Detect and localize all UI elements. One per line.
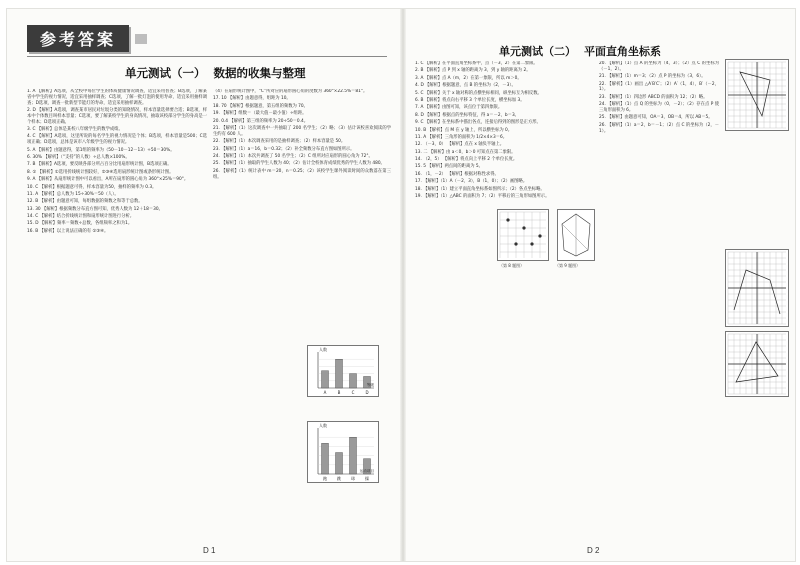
page-number-left: D 1 [203,546,216,555]
answer-item: 11. A 【解析】三角形的面积为 1/2×4×3＝6。 [415,134,508,140]
coord-b-svg [726,250,788,326]
answer-banner: 参考答案 [27,25,129,52]
answer-item: 17. 10 【解析】由题意得，组距为 10。 [213,96,291,102]
answer-item: 6. B 【解析】将点向右平移 3 个单位长度，横坐标加 3。 [415,97,525,103]
chart-bar [336,359,343,388]
answer-item: 25. 【解析】由题意可知，OA＝3，OB＝4，所以 AB＝5。 [599,115,713,121]
grid-point [538,234,541,237]
answer-item: 7. A 【解析】由图可知，该点位于第四象限。 [415,105,503,111]
answer-item: 9. A 【解析】从扇形统计图中可以看出，A所在扇形的圆心角为 360°×25%＝90°。 [27,177,189,183]
book-gutter [400,9,406,561]
unit1-label: 单元测试（一） [125,66,206,80]
answer-item: 26. 【解析】（1）统计表中 m＝20，n＝0.25；（2）该校学生课外阅读时间的众数落在第三组。 [213,168,391,180]
answer-item: 5. A 【解析】由题意得，第1组的频率为（50－10－12－13）÷50＝30%。 [27,147,175,153]
grid-a-svg [498,210,548,260]
answer-item: 26. 【解析】（1）a＝2，b＝－1；（2）点 C 的坐标为（2，－1）。 [599,122,719,134]
answer-item: 6. 30% 【解析】（“支持”的人数）÷总人数×100%。 [27,154,130,160]
answer-item: 19. 【解析】（1）△ABC 的面积为 7；（2）平移后的三角形如图所示。 [415,194,550,200]
answer-item: 12. （－3，0） 【解析】点在 x 轴负半轴上。 [415,142,505,148]
answer-item: 17. 【解析】（1）A（－2，3），B（1，0）；（2）画图略。 [415,179,528,185]
answer-item: 16. B 【解析】以上说法正确的有 ①③④。 [27,228,109,234]
answer-item: 22. 【解析】（1）本次调查采用的是抽样调查；（2）样本容量是 50。 [213,139,346,145]
header-rule [27,56,387,57]
unit1-subtitle: 数据的收集与整理 [213,66,306,80]
x-tick-label: A [323,390,327,395]
answer-item: 2. D 【解析】A选项，调查某市居民对垃圾分类的知晓情况，样本容量选择要合适；B选项，样本中个体数目叫样本容量；C选项，要了解某校学生的身高情况，抽取该校部分学生的身高是一个样本；D选项正确。 [27,107,207,125]
chart-bar [336,453,343,474]
answer-item: 20. 【解析】（1）点 A 的坐标为（4，3）；（2）点 C 的坐标为（－1，2）。 [599,61,719,72]
grid-figure-a [497,209,549,261]
answer-item: 13. 二 【解析】由 a＜0，b＞0 可知点在第二象限。 [415,149,516,155]
answer-item: 18. 70 【解析】根据题意，第五组的频数为 70。 [213,103,308,109]
right-col-2 [599,61,719,541]
x-tick-label: 跳 [337,476,341,481]
right-page [407,9,795,561]
answer-item: 24. 【解析】（1）点 Q 的坐标为（0，－2）；（2）存在点 P 使三角形面积为 6。 [599,102,719,113]
answer-item: 8. ① 【解析】①选用折线统计图较好，②③④选用扇形统计图或条形统计图。 [27,169,174,175]
unit2-subtitle: 平面直角坐标系 [584,45,661,58]
grid-point [522,226,525,229]
y-axis-title: 人数 [319,423,327,428]
answer-item: （4）在扇形统计图中，“C”所对应的扇形圆心角的度数为 360°×22.5%＝81°。 [213,89,368,94]
answer-spread [6,8,796,562]
x-tick-label: 球 [351,476,355,481]
answer-item: 14. C 【解析】结合折线统计图和扇形统计图进行分析。 [27,214,135,220]
grid-point [506,218,509,221]
answer-item: 3. A 【解析】点 A（m，2）在第一象限，所以 m＞0。 [415,75,522,81]
answer-item: 15. 5 【解析】两点间的距离为 5。 [415,164,483,170]
x-tick-label: 操 [365,476,369,481]
unit1-title [125,65,306,81]
answer-item: 23. 【解析】（1）四边形 ABCD 的面积为 12；（2）略。 [599,94,708,100]
answer-item: 2. B 【解析】点 P 到 x 轴的距离为 3，到 y 轴的距离为 2。 [415,68,531,74]
chart-bar [350,374,357,388]
x-tick-label: D [365,390,369,395]
answer-item: 13. 30 【解析】根据频数分布直方图可知，优秀人数为 12＋18＝30。 [27,206,163,212]
answer-item: 4. D 【解析】根据题意，点 B 的坐标为（2，－3）。 [415,83,516,89]
chart-bar [350,437,357,474]
grid-point [514,242,517,245]
answer-item: 24. 【解析】（1）本次共调查了 50 名学生；（2）C 组所对应扇形的圆心角为 72°。 [213,153,373,159]
chart-bar [322,371,329,388]
y-axis-title: 人数 [319,347,327,352]
answer-item: 15. D 【解析】频率＝频数÷总数，各组频率之和为1。 [27,221,133,227]
bar-chart-b [307,421,379,483]
answer-item: 4. C 【解析】A选项，这里所说的每名学生的视力情况是个体；B选项，样本容量是500；C选项正确；D选项，总体是该市八年级学生的视力情况。 [27,134,207,146]
answer-item: 10. C 【解析】根据题意可得，样本容量为50，抽样的频率为 0.3。 [27,184,157,190]
x-tick-label: B [337,390,341,395]
right-col-1 [415,61,593,541]
answer-item: 22. 【解析】（1）画出 △A′B′C′；（2）A′（1，4），B′（－2，1）。 [599,81,719,93]
grid-b-svg [558,210,594,260]
x-tick-label: C [351,390,355,395]
bar-chart-a [307,345,379,397]
answer-item: 3. C 【解析】总体是某校八年级学生的数学成绩。 [27,126,123,132]
answer-item: 16. （1，－2） 【解析】根据对称性求得。 [415,171,499,177]
coordinate-figure-top [725,59,789,131]
triangle-shape [740,72,770,116]
left-col-1 [27,89,207,541]
answer-item: 1. C 【解析】在平面直角坐标系中，点（－3，2）在第二象限。 [415,61,538,66]
page-number-right: D 2 [587,546,600,555]
left-page [7,9,399,561]
diagonal-line [562,224,588,250]
coord-a-svg [726,60,788,130]
answer-item: 25. 【解析】（1）抽取的学生人数为 40；（2）估计全校体育成绩优秀的学生人数为 480。 [213,161,385,167]
grid-figure-b-caption: （第 9 题图） [555,263,581,268]
x-axis-title: 等级 [366,383,374,387]
unit2-label: 单元测试（二） [499,45,576,58]
answer-item: 5. C 【解析】关于 x 轴对称的点横坐标相同，纵坐标互为相反数。 [415,90,542,96]
coord-c-svg [726,332,788,396]
grid-figure-a-caption: （第 8 题图） [499,263,525,268]
bar-chart-b-svg [308,422,378,482]
answer-item: 8. D 【解析】根据点的坐标特征，得 a＝－2，b＝3。 [415,112,519,118]
answer-item: 9. C 【解析】在坐标系中描出各点，连接后得到的图形是正方形。 [415,120,541,126]
answer-item: 10. B 【解析】点 M 在 y 轴上，所以横坐标为 0。 [415,127,513,133]
answer-item: 21. 【解析】（1）这次调查中一共抽取了 200 名学生；（2）略；（3）估计该校喜欢阅读的学生约有 600 人。 [213,125,391,137]
answer-item: 21. 【解析】（1）m＝3；（2）点 P 的坐标为（3，6）。 [599,74,706,80]
grid-figure-b [557,209,595,261]
answer-item: 7. B 【解析】A选项，要反映各部分所占百分比用扇形统计图，B选项正确。 [27,162,172,168]
coordinate-figure-bottom [725,331,789,397]
unit2-title [499,43,661,59]
answer-item: 23. 【解析】（1）a＝16，b＝0.32；（2）补全频数分布直方图如图所示。 [213,146,355,152]
grid-point [530,242,533,245]
bar-chart-a-svg [308,346,378,396]
chart-bar [322,443,329,474]
answer-item: 1. A 【解析】A选项，从全校中每位学生的体质健康情况调查，适宜采用普查；B选项，了解某省中学生的视力情况，适宜采用抽样调查；C选项，了解一批灯泡的使用寿命，适宜采用抽样调查；D选项，调查一批新型节能灯的寿命，适宜采用抽样调查。 [27,89,207,106]
x-tick-label: 跑 [323,476,327,481]
coordinate-figure-middle [725,249,789,327]
x-axis-title: 运动项目 [359,469,374,473]
answer-item: 14. （2，5） 【解析】将点向上平移 2 个单位长度。 [415,157,518,163]
answer-item: 12. B 【解析】由题意可知，每组数据的频数之和等于总数。 [27,199,143,205]
answer-item: 18. 【解析】（1）建立平面直角坐标系如图所示；（2）各点坐标略。 [415,186,545,192]
answer-item: 11. A 【解析】总人数为 15÷30%＝50（人）。 [27,191,119,197]
answer-item: 19. 【解析】组数＝（最大值－最小值）÷组距。 [213,111,307,117]
answer-item: 20. 0.4 【解析】第三组的频率为 20÷50＝0.4。 [213,118,308,124]
